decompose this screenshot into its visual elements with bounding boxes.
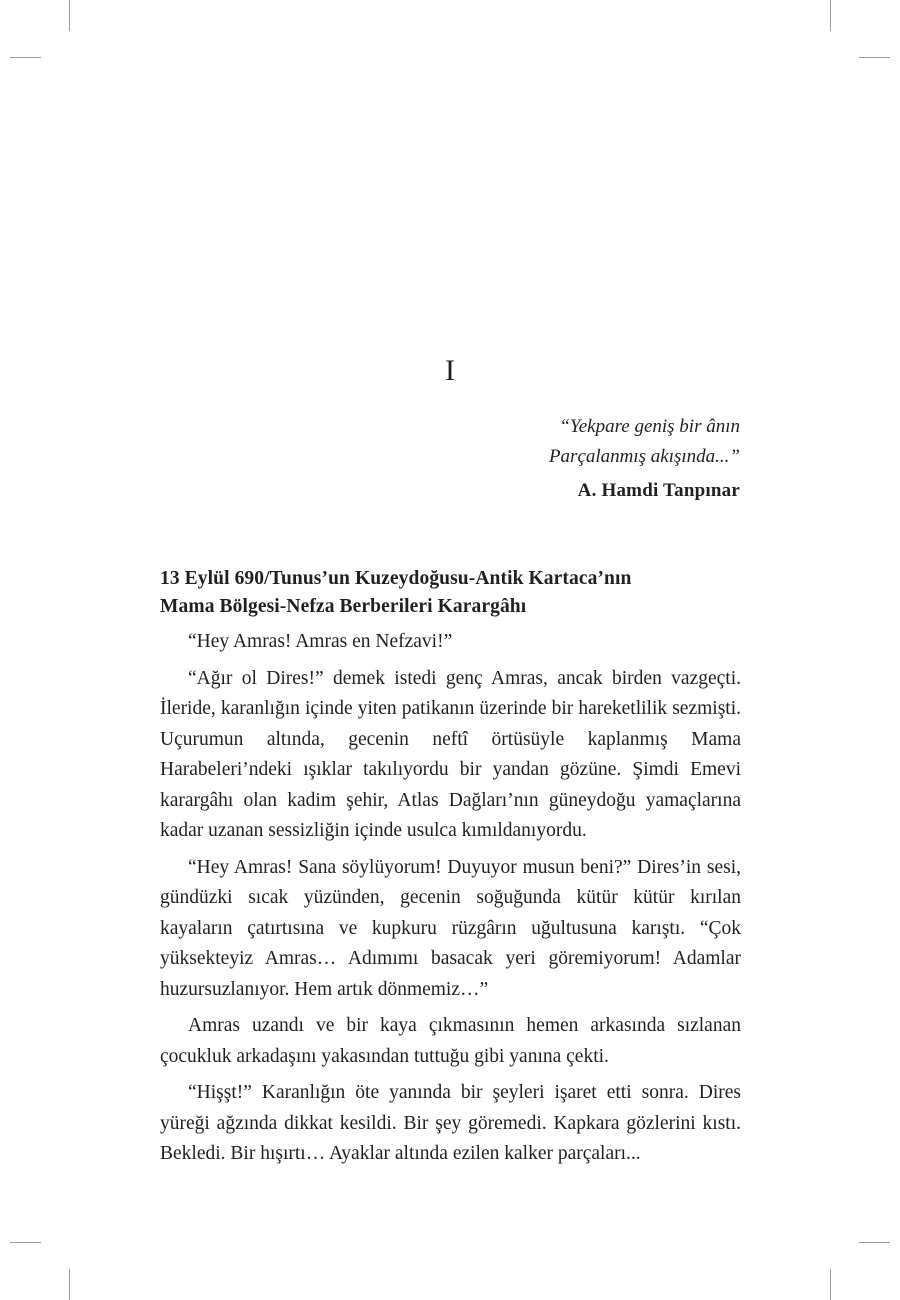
crop-mark-bottom-right	[830, 1269, 831, 1300]
body-text	[160, 565, 741, 1176]
crop-mark-top-left	[69, 0, 70, 31]
epigraph-line: “Yekpare geniş bir ânın	[559, 416, 740, 437]
paragraph: Amras uzandı ve bir kaya çıkmasının hemen arkasında sızlanan çocukluk arkadaşını yakasından tuttuğu gibi yanına çekti.	[160, 1015, 741, 1067]
crop-mark-top-right	[830, 0, 831, 31]
crop-mark-right-top	[859, 57, 890, 58]
paragraph: “Hey Amras! Amras en Nefzavi!”	[188, 631, 453, 652]
paragraph: “Hişşt!” Karanlığın öte yanında bir şeyleri işaret etti sonra. Dires yüreği ağzında dikkat kesildi. Bir şey göremedi. Kapkara gözlerini kıstı. Bekledi. Bir hışırtı… Ayaklar altında ezilen kalker parçaları...	[160, 1082, 741, 1164]
crop-mark-right-bottom	[859, 1242, 890, 1243]
chapter-number: I	[445, 354, 455, 387]
crop-mark-bottom-left	[69, 1269, 70, 1300]
crop-mark-left-bottom	[10, 1242, 41, 1243]
section-heading-line: 13 Eylül 690/Tunus’un Kuzeydoğusu-Antik Kartaca’nın	[160, 568, 632, 589]
epigraph-line: Parçalanmış akışında...”	[548, 446, 740, 467]
paragraph: “Ağır ol Dires!” demek istedi genç Amras, ancak birden vazgeçti. İleride, karanlığın içinde yiten patikanın üzerinde bir hareketlilik sezmişti. Uçurumun altında, gecenin neftî örtüsüyle kaplanmış Mama Harabeleri’ndeki ışıklar takılıyordu bir yandan gözüne. Şimdi Emevi karargâhı olan kadim şehir, Atlas Dağları’nın güneydoğu yamaçlarına kadar uzanan sessizliğin içinde usulca kımıldanıyordu.	[160, 667, 741, 841]
section-heading	[160, 565, 741, 621]
epigraph	[549, 412, 740, 502]
paragraph: “Hey Amras! Sana söylüyorum! Duyuyor musun beni?” Dires’in sesi, gündüzki sıcak yüzünden, gecenin soğuğunda kütür kütür kırılan kayaların çatırtısına ve kupkuru rüzgârın uğultusuna karıştı. “Çok yüksekteyiz Amras… Adımımı basacak yeri göremiyorum! Adamlar huzursuzlanıyor. Hem artık dönmemiz…”	[160, 856, 741, 1000]
epigraph-author: A. Hamdi Tanpınar	[577, 480, 740, 501]
section-heading-line: Mama Bölgesi-Nefza Berberileri Karargâhı	[160, 596, 527, 617]
crop-mark-left-top	[10, 57, 41, 58]
